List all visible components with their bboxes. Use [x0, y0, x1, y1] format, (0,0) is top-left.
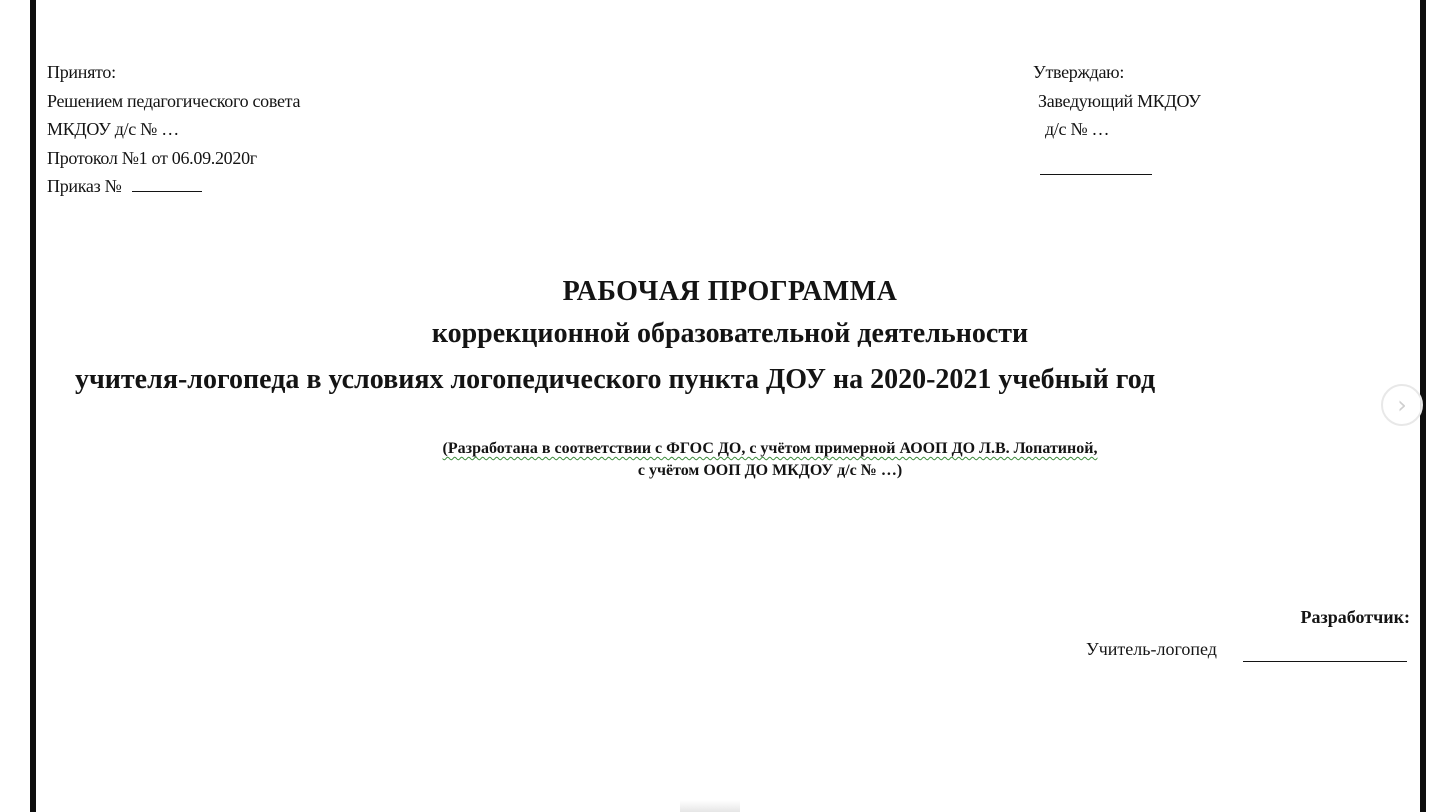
order-number-blank — [132, 173, 202, 192]
head-signature-line — [1040, 174, 1152, 175]
compliance-note-1-text: (Разработана в соответствии с ФГОС ДО, с учётом примерной АООП ДО Л.В. Лопатиной, — [442, 440, 1098, 457]
protocol-text: Протокол №1 от 06.09.2020г — [47, 147, 257, 168]
council-decision-text: Решением педагогического совета — [47, 90, 301, 111]
accepted-label: Принято: — [47, 62, 116, 82]
document-subtitle-1: коррекционной образовательной деятельности — [431, 318, 1029, 349]
compliance-note-1 — [300, 438, 1240, 460]
order-text: Приказ № — [47, 176, 122, 196]
chevron-right-icon: › — [1397, 391, 1407, 419]
approval-block-left — [47, 58, 300, 201]
developer-role: Учитель-логопед — [1086, 639, 1217, 659]
order-line — [47, 172, 300, 201]
compliance-note-2: с учётом ООП ДО МКДОУ д/с № …) — [637, 462, 903, 479]
developer-signature-line — [1243, 661, 1407, 662]
head-title-text: Заведующий МКДОУ — [1038, 90, 1201, 111]
approval-block-right — [1033, 58, 1201, 144]
page-border-left — [30, 0, 36, 812]
approve-label: Утверждаю: — [1033, 62, 1125, 82]
developer-label: Разработчик: — [1300, 607, 1410, 627]
institution-text: МКДОУ д/с № … — [47, 119, 179, 139]
page-bottom-mark — [680, 800, 740, 812]
head-institution-text: д/с № … — [1045, 119, 1110, 139]
next-slide-button[interactable] — [1381, 384, 1423, 426]
document-title: РАБОЧАЯ ПРОГРАММА — [562, 276, 898, 307]
document-subtitle-2: учителя-логопеда в условиях логопедического пункта ДОУ на 2020-2021 учебный год — [75, 364, 1156, 395]
